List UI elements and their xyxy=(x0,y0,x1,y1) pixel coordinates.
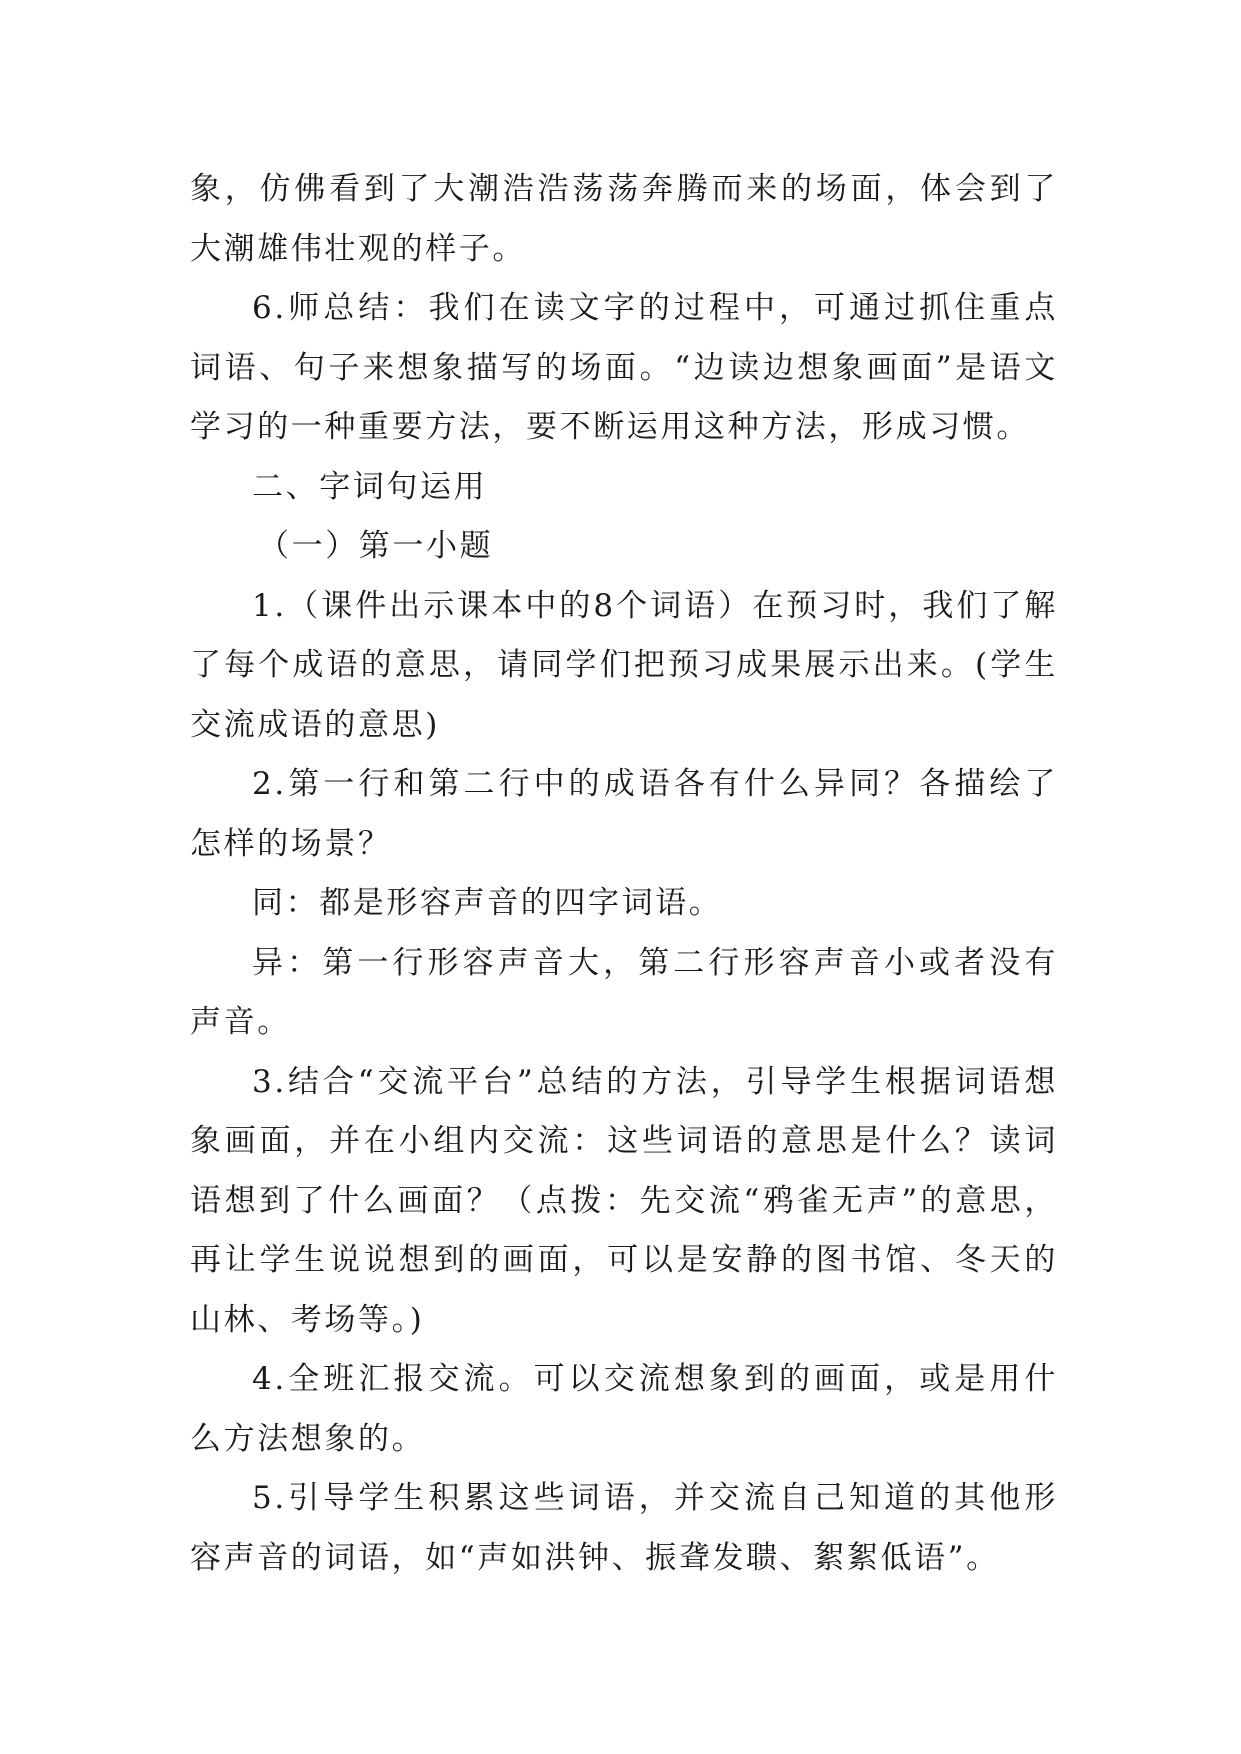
subsection-heading-question-1: （一）第一小题 xyxy=(258,528,494,564)
paragraph-teacher-summary: 6.师总结：我们在读文字的过程中，可通过抓住重点词语、句子来想象描写的场面。“边读边想象画面”是语文学习的一种重要方法，要不断运用这种方法，形成习惯。 xyxy=(190,290,1058,445)
section-heading-word-usage: 二、字词句运用 xyxy=(252,468,488,505)
document-page xyxy=(190,160,1058,1588)
paragraph-step-2: 2.第一行和第二行中的成语各有什么异同？各描绘了怎样的场景？ xyxy=(190,766,1058,862)
paragraph-step-1: 1.（课件出示课本中的8个词语）在预习时，我们了解了每个成语的意思，请同学们把预习成果展示出来。(学生交流成语的意思) xyxy=(190,587,1058,743)
paragraph-similarity: 同：都是形容声音的四字词语。 xyxy=(252,885,723,921)
paragraph-step-4: 4.全班汇报交流。可以交流想象到的画面，或是用什么方法想象的。 xyxy=(190,1361,1058,1457)
paragraph-step-5: 5.引导学生积累这些词语，并交流自己知道的其他形容声音的词语，如“声如洪钟、振聋发聩、絮絮低语”。 xyxy=(190,1480,1058,1576)
paragraph-continuation: 象，仿佛看到了大潮浩浩荡荡奔腾而来的场面，体会到了大潮雄伟壮观的样子。 xyxy=(190,171,1058,267)
paragraph-difference: 异：第一行形容声音大，第二行形容声音小或者没有声音。 xyxy=(190,944,1058,1040)
paragraph-step-3: 3.结合“交流平台”总结的方法，引导学生根据词语想象画面，并在小组内交流：这些词语的意思是什么？读词语想到了什么画面？（点拨：先交流“鸦雀无声”的意思，再让学生说说想到的画面，可以是安静的图书馆、冬天的山林、考场等。) xyxy=(190,1063,1058,1338)
